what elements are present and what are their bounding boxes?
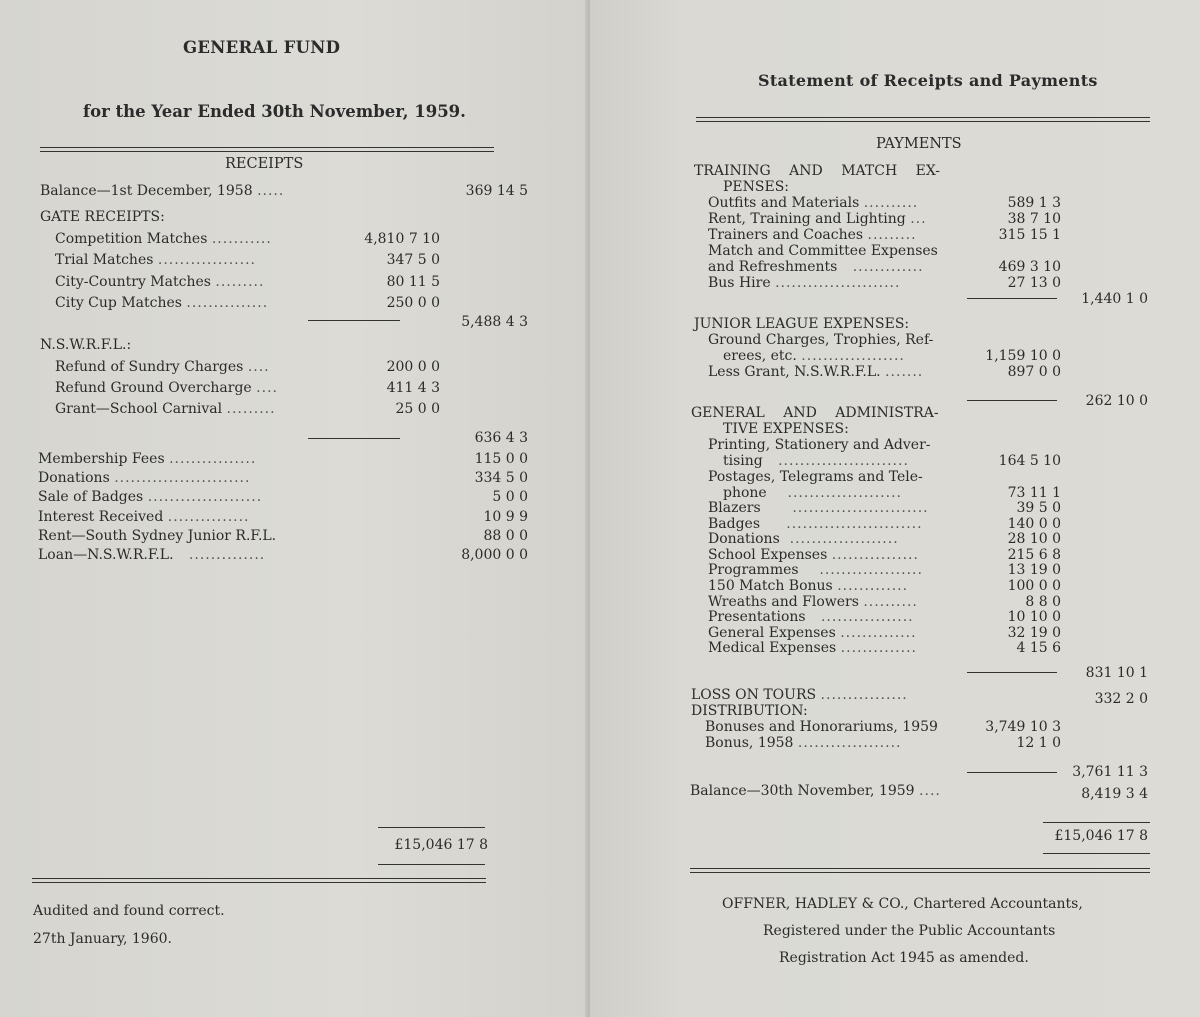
distribution-value: 12 1 0 — [1016, 735, 1061, 751]
total-rule — [378, 827, 485, 828]
general-label: tising — [723, 453, 763, 469]
junior-heading: JUNIOR LEAGUE EXPENSES: — [694, 316, 910, 332]
gate-value: 80 11 5 — [386, 274, 440, 290]
general-label: Badges — [708, 516, 761, 532]
other-receipt-value: 10 9 9 — [483, 509, 528, 525]
period-subtitle: for the Year Ended 30th November, 1959. — [83, 102, 466, 121]
general-row: Donations .................... 28 10 0 — [708, 531, 1061, 547]
general-row: General Expenses .............. 32 19 0 — [708, 625, 1061, 641]
general-label: Presentations — [708, 609, 806, 625]
junior-label: Ground Charges, Trophies, Ref- — [708, 332, 934, 348]
general-row: Presentations ................. 10 10 0 — [708, 609, 1061, 625]
general-label: Donations — [708, 531, 780, 547]
junior-row: erees, etc. ................... 1,159 10 0 — [723, 348, 1061, 364]
header-rule — [40, 147, 494, 152]
left-page — [0, 0, 590, 1017]
fund-title: GENERAL FUND — [183, 38, 341, 57]
general-row: phone ..................... 73 11 1 — [723, 485, 1061, 501]
general-value: 140 0 0 — [1007, 516, 1061, 532]
training-label: Match and Committee Expenses — [708, 243, 938, 259]
general-value: 215 6 8 — [1007, 547, 1061, 563]
general-row: tising ........................ 164 5 10 — [723, 453, 1061, 469]
subtotal-rule — [967, 400, 1057, 401]
loss-on-tours-value: 332 2 0 — [1094, 691, 1148, 707]
general-value: 100 0 0 — [1007, 578, 1061, 594]
general-row: Blazers ......................... 39 5 0 — [708, 500, 1061, 516]
gate-total-row — [40, 312, 528, 333]
other-receipt-row: Interest Received ............... 10 9 9 — [40, 507, 500, 528]
other-receipt-value: 88 0 0 — [483, 528, 528, 544]
general-row: Programmes ................... 13 19 0 — [708, 562, 1061, 578]
gate-row: City-Country Matches ......... 80 11 5 — [40, 272, 500, 293]
distribution-value: 3,749 10 3 — [985, 719, 1061, 735]
distribution-row — [705, 720, 1165, 736]
total-rule — [1043, 822, 1150, 823]
training-label: Rent, Training and Lighting — [708, 211, 906, 227]
total-rule — [378, 864, 485, 865]
gate-label: Trial Matches — [55, 252, 154, 268]
other-receipt-value: 5 0 0 — [492, 489, 528, 505]
training-label: and Refreshments — [708, 259, 838, 275]
general-label: Postages, Telegrams and Tele- — [708, 469, 923, 485]
loss-on-tours-row: LOSS ON TOURS ................ — [691, 687, 908, 703]
other-receipt-value: 8,000 0 0 — [461, 547, 528, 563]
nswrfl-label: Refund of Sundry Charges — [55, 359, 244, 375]
nswrfl-row: Grant—School Carnival ......... 25 0 0 — [40, 399, 500, 420]
gate-row: Competition Matches ........... 4,810 7 10 — [40, 229, 500, 250]
subtotal-rule — [967, 772, 1057, 773]
loss-on-tours-label: LOSS ON TOURS — [691, 687, 817, 703]
general-total: 831 10 1 — [1085, 665, 1148, 681]
general-value: 39 5 0 — [1016, 500, 1061, 516]
general-label: Blazers — [708, 500, 761, 516]
subtotal-rule — [967, 298, 1057, 299]
payments-heading: PAYMENTS — [876, 136, 962, 152]
receipts-heading: RECEIPTS — [225, 156, 304, 172]
general-heading-cont: TIVE EXPENSES: — [723, 421, 849, 437]
other-receipt-label: Rent—South Sydney Junior R.F.L. — [38, 528, 277, 544]
general-label: Printing, Stationery and Adver- — [708, 437, 931, 453]
header-rule — [696, 117, 1150, 122]
junior-label: Less Grant, N.S.W.R.F.L. — [708, 364, 881, 380]
distribution-heading: DISTRIBUTION: — [691, 703, 808, 719]
distribution-total: 3,761 11 3 — [1072, 764, 1148, 780]
training-row: and Refreshments ............. 469 3 10 — [708, 259, 1061, 275]
other-receipt-label: Loan—N.S.W.R.F.L. — [38, 547, 174, 563]
payments-grand-total: £15,046 17 8 — [1054, 828, 1148, 844]
other-receipt-label: Membership Fees — [38, 451, 165, 467]
right-page — [590, 0, 1200, 1017]
closing-balance-value: 8,419 3 4 — [1081, 786, 1148, 802]
total-rule — [1043, 853, 1150, 854]
nswrfl-value: 411 4 3 — [386, 380, 440, 396]
general-label: School Expenses — [708, 547, 828, 563]
other-receipt-value: 334 5 0 — [474, 470, 528, 486]
training-heading: TRAINING AND MATCH EX- — [694, 163, 941, 179]
distribution-label: Bonuses and Honorariums, 1959 — [705, 719, 938, 735]
general-label: Programmes — [708, 562, 799, 578]
junior-row — [708, 333, 1168, 349]
training-row: Rent, Training and Lighting ... 38 7 10 — [708, 211, 1061, 227]
distribution-row: Bonus, 1958 ................... 12 1 0 — [705, 735, 1061, 751]
training-label: Bus Hire — [708, 275, 771, 291]
general-value: 73 11 1 — [1007, 485, 1061, 501]
opening-balance-row: Balance—1st December, 1958 ..... 369 14 5 — [40, 181, 500, 202]
other-receipt-label: Interest Received — [38, 509, 164, 525]
other-receipt-row: Membership Fees ................ 115 0 0 — [40, 449, 500, 470]
statement-title: Statement of Receipts and Payments — [758, 71, 1098, 90]
gate-row: Trial Matches .................. 347 5 0 — [40, 250, 500, 271]
general-row: 150 Match Bonus ............. 100 0 0 — [708, 578, 1061, 594]
general-heading: GENERAL AND ADMINISTRA- — [691, 405, 939, 421]
general-value: 13 19 0 — [1007, 562, 1061, 578]
nswrfl-value: 200 0 0 — [386, 359, 440, 375]
general-value: 8 8 0 — [1025, 594, 1061, 610]
general-label: General Expenses — [708, 625, 836, 641]
training-row: Bus Hire ....................... 27 13 0 — [708, 275, 1061, 291]
nswrfl-row: Refund Ground Overcharge .... 411 4 3 — [40, 378, 500, 399]
gate-row: City Cup Matches ............... 250 0 0 — [40, 293, 500, 314]
other-receipt-row: Sale of Badges ..................... 5 0 0 — [40, 487, 500, 508]
other-receipt-row: Loan—N.S.W.R.F.L. .............. 8,000 0 0 — [40, 545, 500, 566]
junior-value: 897 0 0 — [1007, 364, 1061, 380]
distribution-label: Bonus, 1958 — [705, 735, 794, 751]
junior-value: 1,159 10 0 — [985, 348, 1061, 364]
junior-total: 262 10 0 — [1085, 393, 1148, 409]
general-value: 10 10 0 — [1007, 609, 1061, 625]
subtotal-rule — [967, 672, 1057, 673]
nswrfl-total-row — [40, 428, 528, 449]
training-value: 469 3 10 — [998, 259, 1061, 275]
nswrfl-row: Refund of Sundry Charges .... 200 0 0 — [40, 357, 500, 378]
training-value: 27 13 0 — [1007, 275, 1061, 291]
general-label: Wreaths and Flowers — [708, 594, 859, 610]
footer-rule — [690, 868, 1150, 873]
gate-label: Competition Matches — [55, 231, 208, 247]
gate-total-value: 5,488 4 3 — [461, 314, 528, 330]
nswrfl-label: Refund Ground Overcharge — [55, 380, 252, 396]
training-label: Outfits and Materials — [708, 195, 860, 211]
nswrfl-total-value: 636 4 3 — [474, 430, 528, 446]
other-receipt-label: Sale of Badges — [38, 489, 144, 505]
general-label: 150 Match Bonus — [708, 578, 833, 594]
general-value: 28 10 0 — [1007, 531, 1061, 547]
general-row: Medical Expenses .............. 4 15 6 — [708, 640, 1061, 656]
junior-label: erees, etc. — [723, 348, 797, 364]
gate-label: City Cup Matches — [55, 295, 182, 311]
gate-label: City-Country Matches — [55, 274, 211, 290]
footer-rule — [32, 878, 486, 883]
training-row — [708, 244, 1168, 260]
general-label: Medical Expenses — [708, 640, 837, 656]
training-total: 1,440 1 0 — [1081, 291, 1148, 307]
training-label: Trainers and Coaches — [708, 227, 864, 243]
gate-value: 250 0 0 — [386, 295, 440, 311]
general-row: School Expenses ................ 215 6 8 — [708, 547, 1061, 563]
opening-balance-label: Balance—1st December, 1958 — [40, 183, 253, 199]
gate-value: 4,810 7 10 — [364, 231, 440, 247]
nswrfl-heading: N.S.W.R.F.L.: — [40, 337, 132, 353]
other-receipt-label: Donations — [38, 470, 110, 486]
registration-act: Registration Act 1945 as amended. — [779, 950, 1029, 966]
other-receipt-value: 115 0 0 — [474, 451, 528, 467]
training-value: 315 15 1 — [998, 227, 1061, 243]
nswrfl-value: 25 0 0 — [395, 401, 440, 417]
training-value: 589 1 3 — [1007, 195, 1061, 211]
closing-balance-label: Balance—30th November, 1959 — [690, 783, 915, 799]
accountant-registration: Registered under the Public Accountants — [763, 923, 1056, 939]
general-label: phone — [723, 485, 767, 501]
training-row: Outfits and Materials .......... 589 1 3 — [708, 195, 1061, 211]
opening-balance-value: 369 14 5 — [465, 183, 528, 199]
general-value: 164 5 10 — [998, 453, 1061, 469]
general-value: 32 19 0 — [1007, 625, 1061, 641]
general-value: 4 15 6 — [1016, 640, 1061, 656]
closing-balance-row: Balance—30th November, 1959 .... — [690, 783, 941, 799]
nswrfl-label: Grant—School Carnival — [55, 401, 223, 417]
junior-row: Less Grant, N.S.W.R.F.L. ....... 897 0 0 — [708, 364, 1061, 380]
other-receipt-row — [38, 526, 528, 547]
other-receipt-row: Donations ......................... 334 5 0 — [40, 468, 500, 489]
general-row: Wreaths and Flowers .......... 8 8 0 — [708, 594, 1061, 610]
general-row: Badges ......................... 140 0 0 — [708, 516, 1061, 532]
general-row — [708, 470, 1168, 486]
audit-date: 27th January, 1960. — [33, 931, 172, 947]
receipts-grand-total: £15,046 17 8 — [394, 837, 488, 853]
accountant-name: OFFNER, HADLEY & CO., Chartered Accountants, — [722, 896, 1083, 912]
gate-receipts-heading: GATE RECEIPTS: — [40, 209, 165, 225]
audit-note: Audited and found correct. — [33, 903, 225, 919]
training-row: Trainers and Coaches ......... 315 15 1 — [708, 227, 1061, 243]
general-row — [708, 438, 1168, 454]
training-heading-cont: PENSES: — [723, 179, 790, 195]
gate-value: 347 5 0 — [386, 252, 440, 268]
training-value: 38 7 10 — [1007, 211, 1061, 227]
